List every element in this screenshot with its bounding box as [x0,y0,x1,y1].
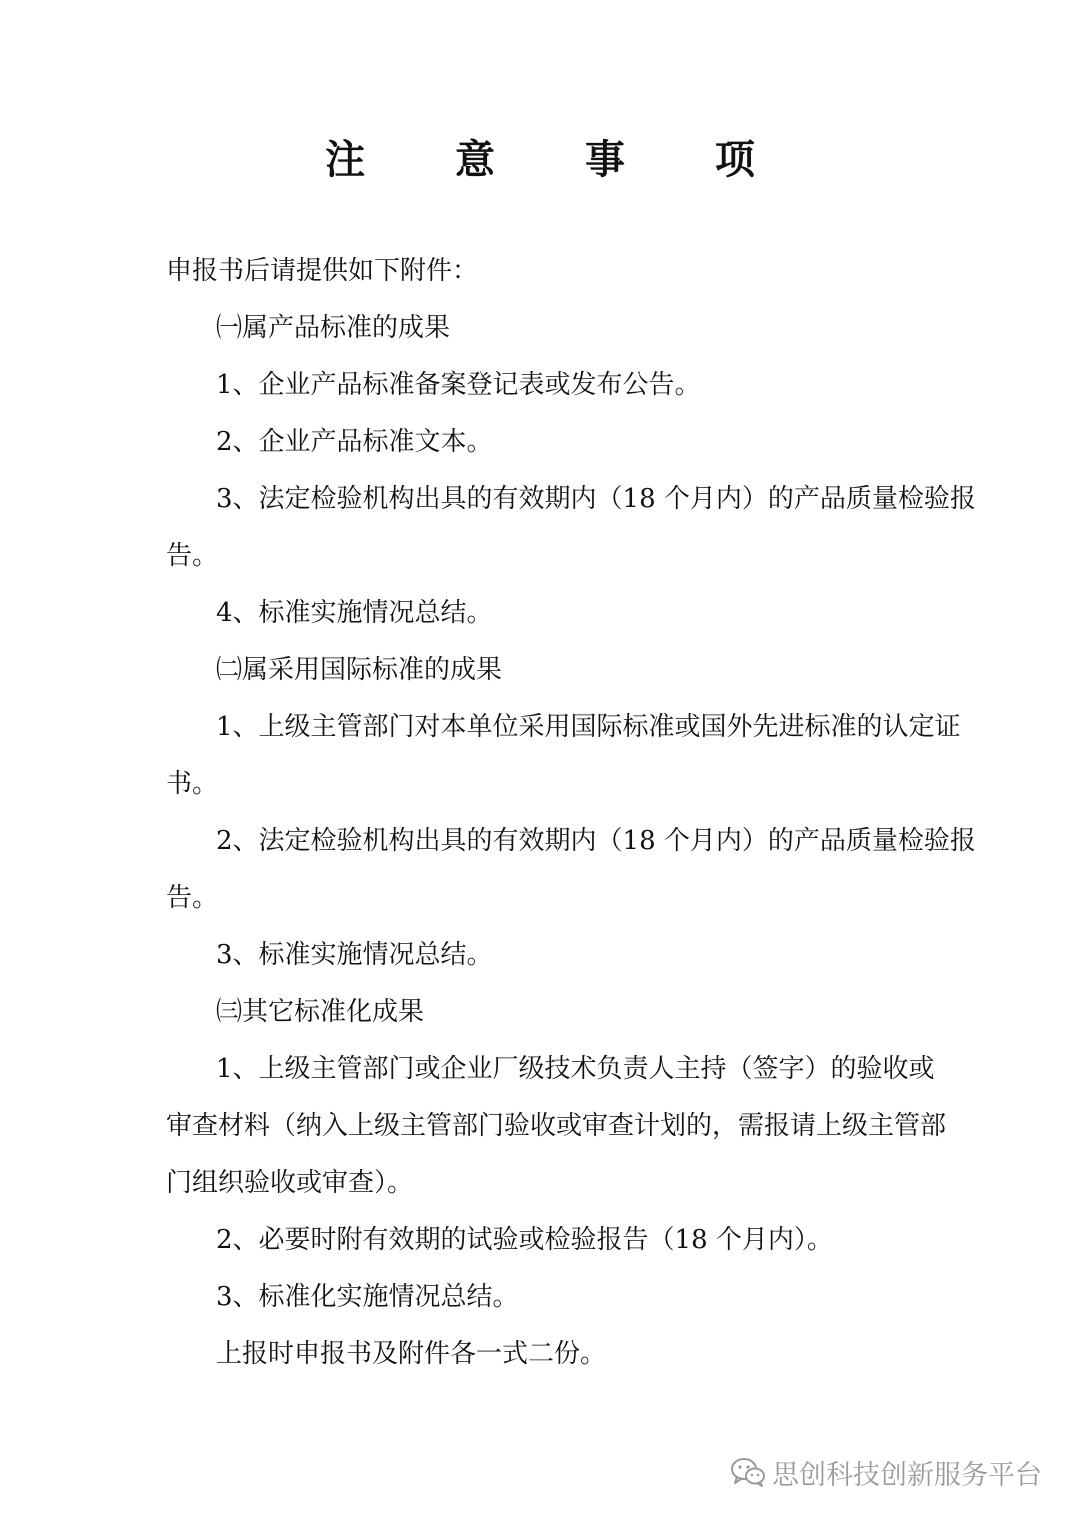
section-2-item-1: 1、上级主管部门对本单位采用国际标准或国外先进标准的认定证 [216,712,961,742]
section-2-item-1-cont: 书。 [166,769,219,799]
section-3-item-1-cont: 审查材料（纳入上级主管部门验收或审查计划的，需报请上级主管部 [166,1111,947,1141]
section-3-item-3: 3、标准化实施情况总结。 [216,1282,519,1312]
section-1-item-4: 4、标准实施情况总结。 [216,598,493,628]
section-1-item-2: 2、企业产品标准文本。 [216,427,493,457]
page-title: 注 意 事 项 [325,137,793,183]
intro-text: 申报书后请提供如下附件： [166,256,479,286]
section-1-heading: ㈠属产品标准的成果 [216,313,451,343]
section-1-item-3-cont: 告。 [166,541,219,571]
watermark [730,1452,1042,1492]
watermark-text: 思创科技创新服务平台 [772,1459,1042,1491]
section-1-item-1: 1、企业产品标准备案登记表或发布公告。 [216,370,701,400]
section-2-item-2: 2、法定检验机构出具的有效期内（18 个月内）的产品质量检验报 [216,826,976,856]
document-body [166,243,976,1383]
closing-text: 上报时申报书及附件各一式二份。 [216,1339,607,1369]
section-2-heading: ㈡属采用国际标准的成果 [216,655,503,685]
section-2-item-3: 3、标准实施情况总结。 [216,940,493,970]
section-3-heading: ㈢其它标准化成果 [216,997,425,1027]
section-2-item-2-cont: 告。 [166,883,219,913]
section-3-item-2: 2、必要时附有效期的试验或检验报告（18 个月内）。 [216,1225,833,1255]
section-3-item-1: 1、上级主管部门或企业厂级技术负责人主持（签字）的验收或 [216,1054,935,1084]
section-1-item-3: 3、法定检验机构出具的有效期内（18 个月内）的产品质量检验报 [216,484,976,514]
section-3-item-1-cont-2: 门组织验收或审查）。 [166,1168,414,1198]
wechat-icon [730,1457,766,1487]
